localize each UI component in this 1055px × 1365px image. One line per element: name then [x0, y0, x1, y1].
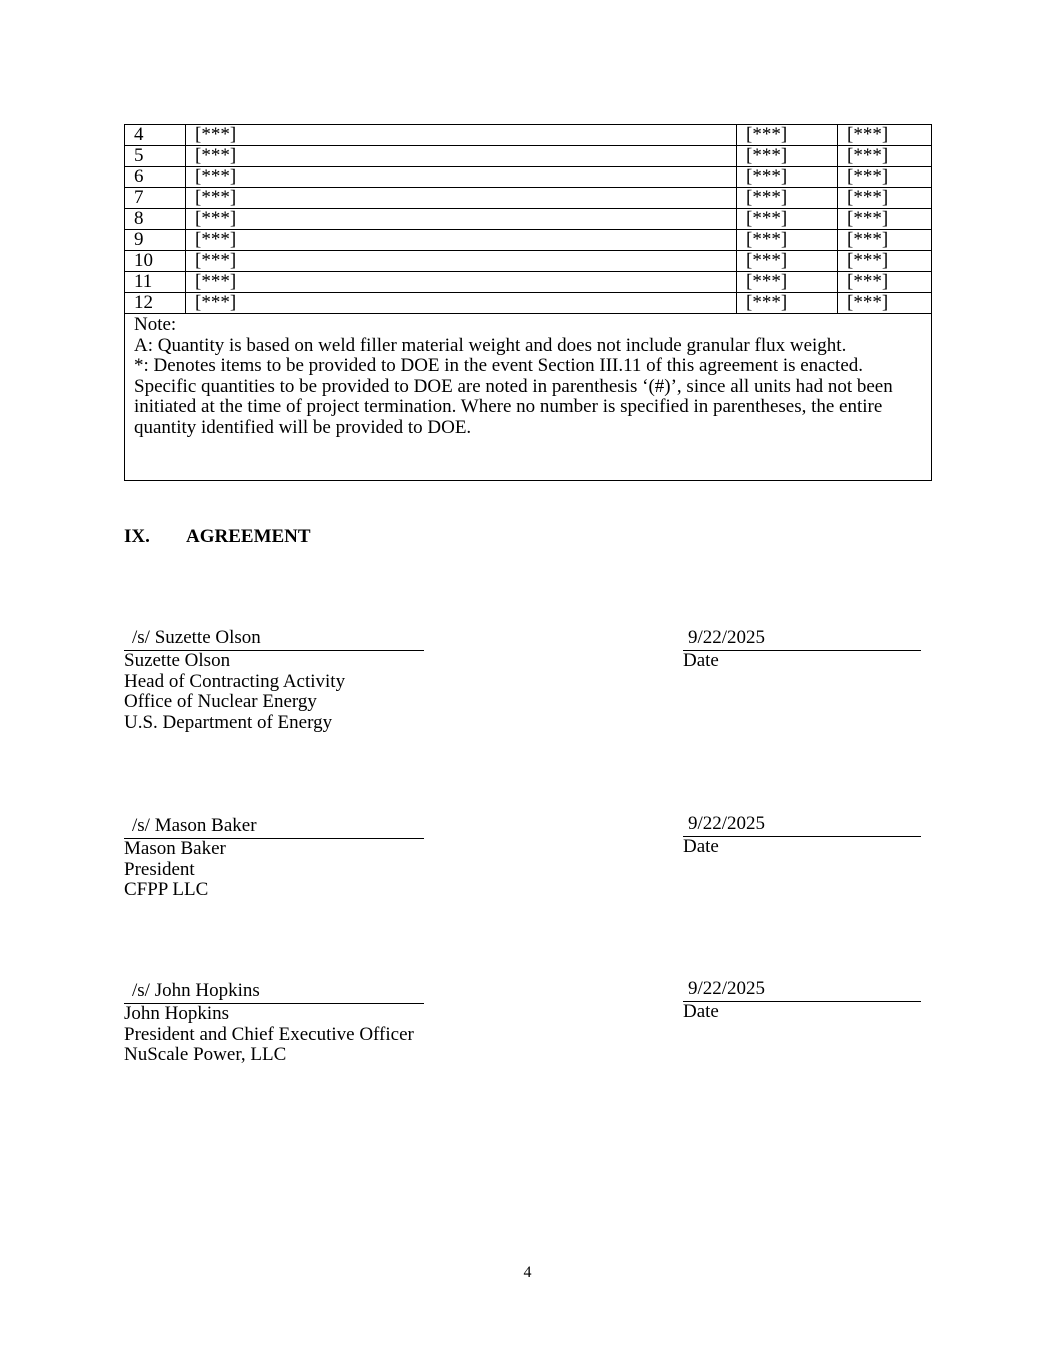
signatory-title: President and Chief Executive Officer [124, 1023, 414, 1045]
row-number: 4 [125, 125, 186, 146]
redacted-cell: [***] [186, 230, 737, 251]
signatory-info [124, 839, 424, 901]
row-number: 7 [125, 188, 186, 209]
redacted-cell: [***] [186, 293, 737, 314]
redacted-cell: [***] [186, 272, 737, 293]
redacted-cell: [***] [737, 230, 838, 251]
section-title: AGREEMENT [186, 526, 311, 547]
date-label: Date [683, 1001, 719, 1022]
section-heading [124, 526, 311, 548]
redacted-cell: [***] [737, 272, 838, 293]
redacted-cell: [***] [838, 146, 932, 167]
redacted-cell: [***] [737, 125, 838, 146]
redacted-cell: [***] [838, 167, 932, 188]
redacted-cell: [***] [737, 146, 838, 167]
signature-line: /s/ Suzette Olson [124, 626, 424, 651]
table-row [125, 230, 932, 251]
date-label: Date [683, 836, 719, 857]
date-value: 9/22/2025 [683, 812, 921, 837]
signature-block [124, 626, 424, 734]
signatory-organization: U.S. Department of Energy [124, 712, 333, 734]
date-block [683, 812, 921, 858]
items-table [124, 124, 932, 481]
row-number: 9 [125, 230, 186, 251]
row-number: 6 [125, 167, 186, 188]
redacted-cell: [***] [838, 125, 932, 146]
row-number: 10 [125, 251, 186, 272]
date-label: Date [683, 650, 719, 671]
note-row [125, 314, 932, 481]
redacted-cell: [***] [737, 209, 838, 230]
signatory-info [124, 651, 424, 734]
table-row [125, 167, 932, 188]
redacted-cell: [***] [838, 293, 932, 314]
redacted-cell: [***] [838, 230, 932, 251]
signature-line: /s/ John Hopkins [124, 979, 424, 1004]
redacted-cell: [***] [737, 188, 838, 209]
redacted-cell: [***] [838, 188, 932, 209]
table-row [125, 209, 932, 230]
table-row [125, 146, 932, 167]
row-number: 8 [125, 209, 186, 230]
note-label: Note: [134, 314, 177, 335]
signatory-title: Head of Contracting Activity [124, 670, 346, 692]
table-row [125, 125, 932, 146]
redacted-cell: [***] [186, 188, 737, 209]
signature-block [124, 814, 424, 901]
page-number: 4 [523, 1264, 532, 1281]
table-row [125, 251, 932, 272]
date-value: 9/22/2025 [683, 977, 921, 1002]
redacted-cell: [***] [838, 272, 932, 293]
row-number: 12 [125, 293, 186, 314]
redacted-cell: [***] [838, 251, 932, 272]
table-row [125, 293, 932, 314]
signatory-info [124, 1004, 424, 1066]
section-number: IX. [124, 526, 150, 547]
note-cell [125, 314, 932, 481]
redacted-cell: [***] [186, 167, 737, 188]
redacted-cell: [***] [186, 251, 737, 272]
row-number: 11 [125, 272, 186, 293]
signatory-office: Office of Nuclear Energy [124, 691, 317, 713]
redacted-cell: [***] [186, 125, 737, 146]
signatory-name: John Hopkins [124, 1003, 230, 1024]
redacted-cell: [***] [186, 209, 737, 230]
redacted-cell: [***] [737, 251, 838, 272]
signatory-organization: CFPP LLC [124, 879, 209, 901]
signatory-title: President [124, 858, 195, 880]
note-line-a: A: Quantity is based on weld filler material weight and does not include granular flux weight. [134, 334, 847, 356]
signatory-name: Mason Baker [124, 838, 226, 859]
signatory-organization: NuScale Power, LLC [124, 1044, 287, 1066]
row-number: 5 [125, 146, 186, 167]
redacted-cell: [***] [186, 146, 737, 167]
note-line-star: *: Denotes items to be provided to DOE in the event Section III.11 of this agreement is enacted. Specific quantities to be provided to DOE are noted in parenthesis ‘(#)’, since all units had not been initiated at the time of project termination. Where no number is specified in parentheses, the entire quantity identified will be provided to DOE. [134, 355, 893, 438]
signatory-name: Suzette Olson [124, 650, 231, 671]
table-row [125, 188, 932, 209]
redacted-cell: [***] [737, 293, 838, 314]
date-block [683, 626, 921, 672]
table-row [125, 272, 932, 293]
signature-line: /s/ Mason Baker [124, 814, 424, 839]
date-value: 9/22/2025 [683, 626, 921, 651]
date-block [683, 977, 921, 1023]
redacted-cell: [***] [737, 167, 838, 188]
signature-block [124, 979, 424, 1066]
redacted-cell: [***] [838, 209, 932, 230]
